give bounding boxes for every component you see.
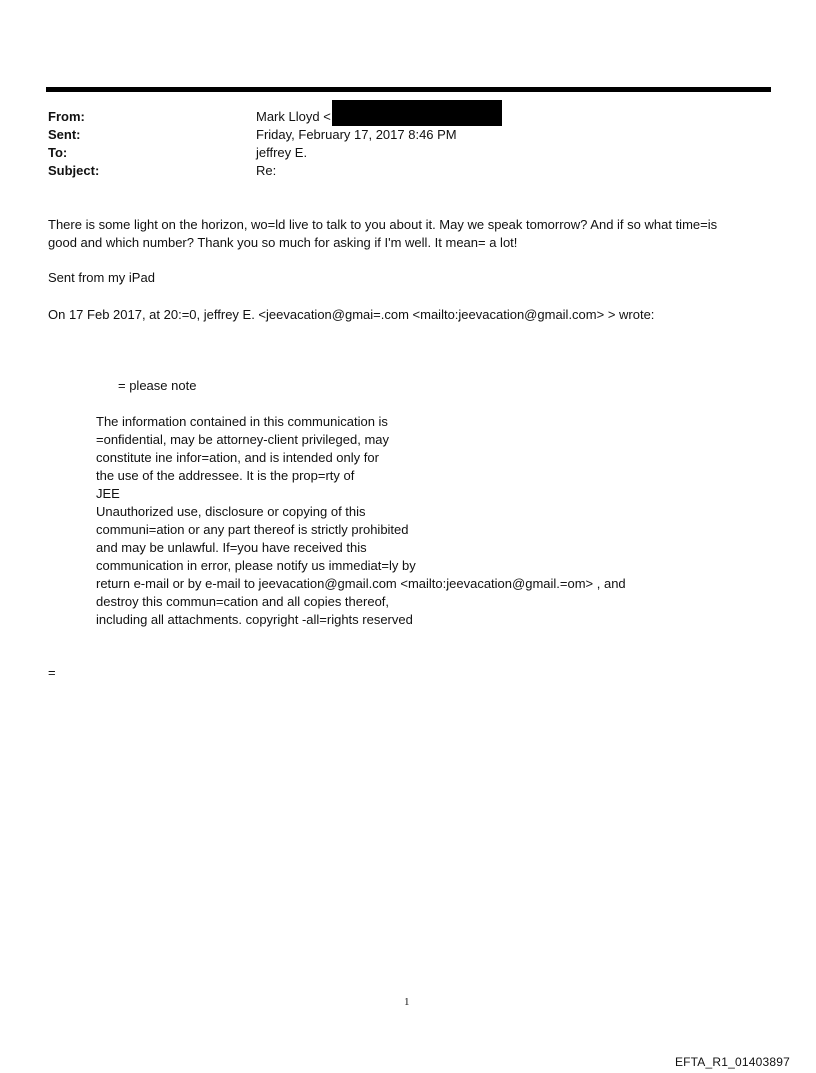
to-row <box>48 144 768 162</box>
notice-line: communi=ation or any part thereof is strictly prohibited <box>96 522 409 537</box>
bates-number: EFTA_R1_01403897 <box>674 1055 790 1069</box>
subject-label: Subject: <box>48 163 100 178</box>
confidentiality-notice <box>96 413 626 629</box>
sent-row <box>48 126 768 144</box>
body-line-1: There is some light on the horizon, wo=ld live to talk to you about it. May we speak tomorrow? And if so what time=is <box>48 217 718 232</box>
trailing-equals: = <box>48 665 56 680</box>
signature-line: Sent from my iPad <box>48 270 155 285</box>
from-label: From: <box>48 109 85 124</box>
notice-line: =onfidential, may be attorney-client privileged, may <box>96 432 390 447</box>
notice-line: communication in error, please notify us immediat=ly by <box>96 558 416 573</box>
subject-row <box>48 162 768 180</box>
from-sender: Mark Lloyd < <box>256 109 331 124</box>
notice-line: and may be unlawful. If=you have received this <box>96 540 367 555</box>
quote-header: On 17 Feb 2017, at 20:=0, jeffrey E. <jeevacation@gmai=.com <mailto:jeevacation@gmail.com> > wrote: <box>48 307 655 322</box>
body-line-2: good and which number? Thank you so much for asking if I'm well. It mean= a lot! <box>48 235 518 250</box>
please-note-line: = please note <box>118 378 197 393</box>
notice-line: including all attachments. copyright -all=rights reserved <box>96 612 413 627</box>
sent-label: Sent: <box>48 127 81 142</box>
sent-value: Friday, February 17, 2017 8:46 PM <box>256 127 457 142</box>
header-divider <box>46 87 771 92</box>
notice-line: constitute ine infor=ation, and is intended only for <box>96 450 379 465</box>
notice-line: The information contained in this communication is <box>96 414 388 429</box>
notice-line: return e-mail or by e-mail to jeevacation@gmail.com <mailto:jeevacation@gmail.=om> , and <box>96 576 626 591</box>
page-number: 1 <box>404 996 410 1008</box>
redaction-box <box>332 100 502 126</box>
subject-value: Re: <box>256 163 277 178</box>
from-row <box>48 108 768 126</box>
notice-line: JEE <box>96 486 120 501</box>
notice-line: Unauthorized use, disclosure or copying of this <box>96 504 366 519</box>
notice-line: destroy this commun=cation and all copies thereof, <box>96 594 390 609</box>
notice-line: the use of the addressee. It is the prop=rty of <box>96 468 355 483</box>
to-value: jeffrey E. <box>256 145 308 160</box>
to-label: To: <box>48 145 68 160</box>
email-header <box>48 108 768 180</box>
